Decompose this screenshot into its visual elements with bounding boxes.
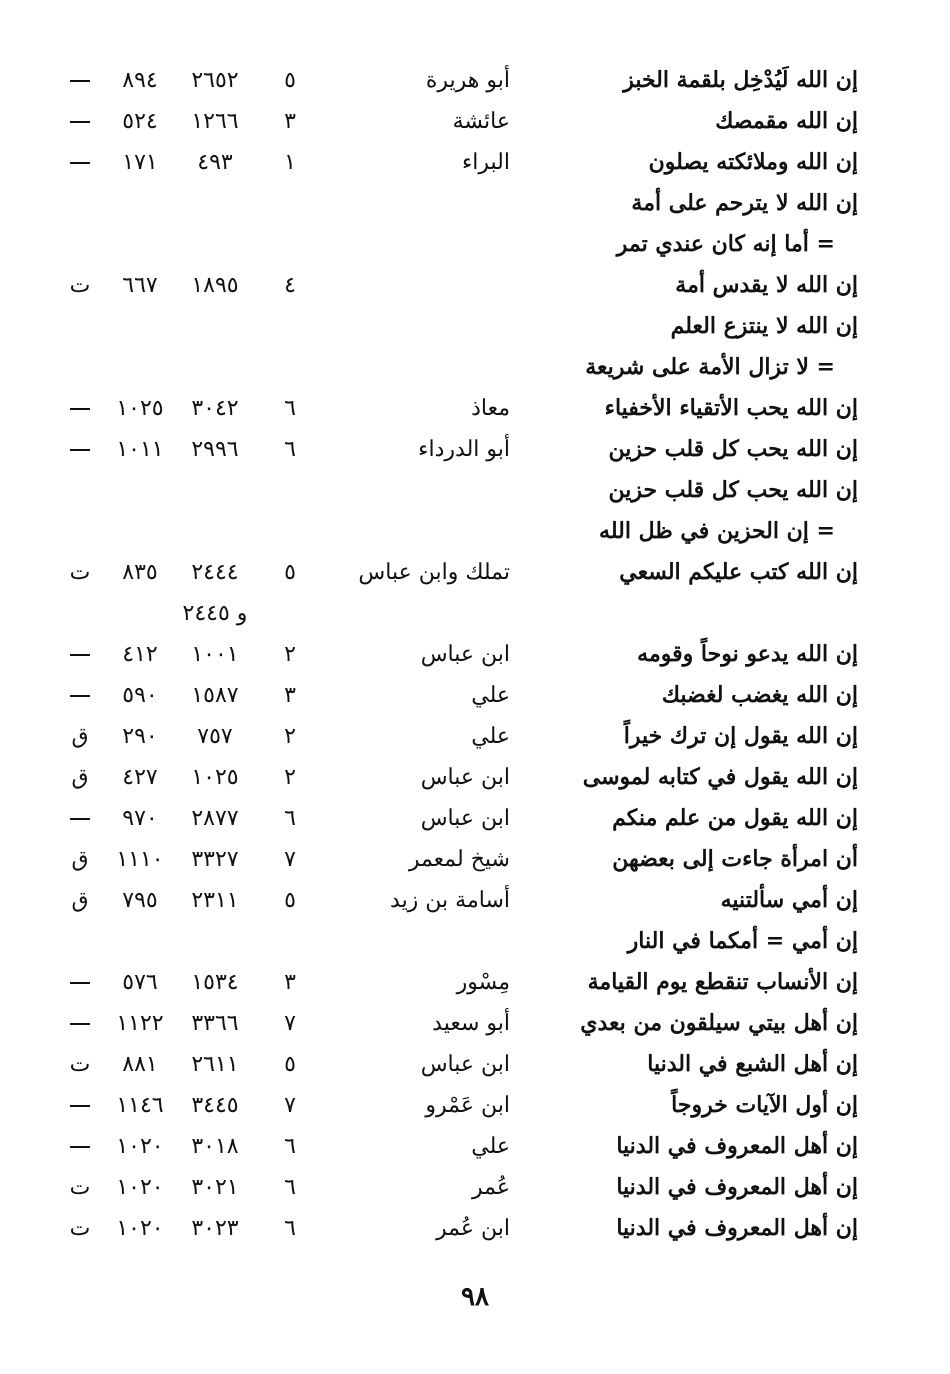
- hadith-number: ٣٤٤٥: [191, 1093, 239, 1118]
- index-row: [0, 470, 950, 511]
- hadith-number: ٢٩٩٦: [191, 437, 239, 462]
- index-row: [0, 675, 950, 716]
- index-row: [0, 306, 950, 347]
- page-reference: ١١١٠: [116, 847, 164, 872]
- index-row: [0, 798, 950, 839]
- hadith-text: = أما إنه كان عندي تمر: [616, 231, 835, 257]
- source-mark: [55, 101, 105, 142]
- narrator: تملك وابن عباس: [358, 560, 510, 585]
- source-mark: [55, 593, 105, 634]
- source-mark: [55, 60, 105, 101]
- volume-number: ٣: [284, 970, 296, 995]
- volume-number: [270, 511, 310, 552]
- hadith-number: ٢٦١١: [191, 1052, 239, 1077]
- hadith-text: إن أهل المعروف في الدنيا: [616, 1215, 858, 1241]
- hadith-number: ٣٠٢٣: [191, 1216, 239, 1241]
- page-reference: [105, 347, 175, 388]
- volume-number: ٧: [284, 1011, 296, 1036]
- source-mark-text: [55, 388, 105, 429]
- hadith-text: = لا تزال الأمة على شريعة: [585, 354, 835, 380]
- hadith-text: إن الله مقمصك: [715, 108, 858, 134]
- narrator: عُمر: [472, 1175, 510, 1200]
- volume-number: ٥: [284, 68, 296, 93]
- source-mark: [55, 962, 105, 1003]
- source-mark-text: [55, 142, 105, 183]
- volume-number: [270, 224, 310, 265]
- page-reference: ٥٧٦: [122, 970, 158, 995]
- index-row: [0, 347, 950, 388]
- narrator: معاذ: [471, 396, 510, 421]
- narrator: شيخ لمعمر: [408, 847, 510, 872]
- hadith-number: ٧٥٧: [197, 724, 233, 749]
- source-mark-text: [55, 1003, 105, 1044]
- volume-number: ٣: [284, 109, 296, 134]
- narrator: مِسْور: [456, 970, 510, 995]
- source-mark: ق: [71, 847, 89, 872]
- narrator: أبو هريرة: [425, 68, 510, 93]
- index-row: [0, 593, 950, 634]
- source-mark: [55, 306, 105, 347]
- page-reference: ٨٨١: [122, 1052, 158, 1077]
- hadith-text: إن أهل المعروف في الدنيا: [616, 1133, 858, 1159]
- hadith-text: إن الله يغضب لغضبك: [661, 682, 858, 708]
- source-mark: ق: [71, 765, 89, 790]
- hadith-text: إن الله لَيُدْخِل بلقمة الخبز: [623, 67, 858, 93]
- narrator: البراء: [461, 150, 510, 175]
- source-mark: [55, 798, 105, 839]
- source-mark-text: [55, 962, 105, 1003]
- page-reference: ٨٩٤: [122, 68, 158, 93]
- hadith-number: [180, 224, 250, 265]
- hadith-text: أن امرأة جاءت إلى بعضهن: [612, 846, 858, 872]
- hadith-text: إن الله لا يقدس أمة: [675, 272, 858, 298]
- hadith-text: إن أمي = أمكما في النار: [627, 928, 858, 954]
- index-row: [0, 429, 950, 470]
- volume-number: ٦: [284, 396, 296, 421]
- volume-number: ١: [284, 150, 296, 175]
- page-reference: ١٠٢٠: [116, 1216, 164, 1241]
- index-row: [0, 839, 950, 880]
- volume-number: ٦: [284, 437, 296, 462]
- index-row: [0, 511, 950, 552]
- index-row: [0, 183, 950, 224]
- page-reference: ٥٩٠: [122, 683, 158, 708]
- hadith-number: [180, 921, 250, 962]
- hadith-text: = إن الحزين في ظل الله: [599, 518, 835, 544]
- page-reference: ٩٧٠: [122, 806, 158, 831]
- page-reference: ٤٢٧: [122, 765, 158, 790]
- hadith-text: إن الله يقول في كتابه لموسى: [582, 764, 858, 790]
- narrator: ابن عباس: [420, 806, 510, 831]
- page-reference: ٥٢٤: [122, 109, 158, 134]
- index-row: [0, 142, 950, 183]
- page-reference: ٢٩٠: [122, 724, 158, 749]
- hadith-number: ١٠٢٥: [191, 765, 239, 790]
- hadith-number: [180, 511, 250, 552]
- volume-number: ٦: [284, 1134, 296, 1159]
- source-mark: [55, 388, 105, 429]
- hadith-text: إن أول الآيات خروجاً: [671, 1092, 858, 1118]
- index-row: [0, 880, 950, 921]
- source-mark-text: [55, 798, 105, 839]
- source-mark: [55, 470, 105, 511]
- source-mark: [55, 634, 105, 675]
- index-row: [0, 265, 950, 306]
- hadith-text: إن أهل بيتي سيلقون من بعدي: [580, 1010, 858, 1036]
- page-reference: ١١٤٦: [116, 1093, 164, 1118]
- volume-number: ٥: [284, 888, 296, 913]
- index-row: [0, 1044, 950, 1085]
- narrator: ابن عباس: [420, 765, 510, 790]
- hadith-number: [180, 183, 250, 224]
- hadith-text: إن الله وملائكته يصلون: [648, 149, 858, 175]
- narrator: عائشة: [452, 109, 510, 134]
- hadith-number: ٢٤٤٤: [191, 560, 239, 585]
- hadith-index-list: [0, 60, 950, 1249]
- hadith-number: ١٨٩٥: [191, 273, 239, 298]
- index-row: [0, 1126, 950, 1167]
- hadith-text: إن الله يدعو نوحاً وقومه: [637, 641, 858, 667]
- hadith-text: إن الله يحب الأتقياء الأخفياء: [604, 395, 858, 421]
- narrator: علي: [471, 1134, 510, 1159]
- volume-number: ٣: [284, 683, 296, 708]
- narrator: أسامة بن زيد: [390, 888, 510, 913]
- volume-number: ٢: [284, 724, 296, 749]
- volume-number: ٦: [284, 1175, 296, 1200]
- index-row: [0, 1085, 950, 1126]
- volume-number: ٧: [284, 847, 296, 872]
- index-row: [0, 634, 950, 675]
- hadith-number: ٣٠٢١: [191, 1175, 239, 1200]
- volume-number: ٦: [284, 1216, 296, 1241]
- hadith-text: إن الله لا يترحم على أمة: [631, 190, 858, 216]
- hadith-text: إن الله يقول من علم منكم: [612, 805, 858, 831]
- hadith-number: ٢٣١١: [191, 888, 239, 913]
- page-reference: ١٠٢٥: [116, 396, 164, 421]
- index-row: [0, 921, 950, 962]
- hadith-number: [180, 306, 250, 347]
- hadith-number: ١٥٨٧: [191, 683, 239, 708]
- volume-number: [270, 306, 310, 347]
- page-reference: ١١٢٢: [116, 1011, 164, 1036]
- index-row: [0, 388, 950, 429]
- page-reference: ١٠٢٠: [116, 1175, 164, 1200]
- source-mark: ت: [69, 273, 91, 298]
- source-mark: [55, 1085, 105, 1126]
- source-mark: ق: [71, 888, 89, 913]
- source-mark: [55, 224, 105, 265]
- volume-number: [270, 593, 310, 634]
- index-row: [0, 101, 950, 142]
- page-reference: ١٠٢٠: [116, 1134, 164, 1159]
- source-mark-text: [55, 101, 105, 142]
- page-reference: ٨٣٥: [122, 560, 158, 585]
- volume-number: ٥: [284, 1052, 296, 1077]
- source-mark: [55, 1003, 105, 1044]
- hadith-number: ١٠٠١: [191, 642, 239, 667]
- source-mark: ت: [69, 560, 91, 585]
- index-row: [0, 224, 950, 265]
- page-reference: ٤١٢: [122, 642, 158, 667]
- source-mark-text: [55, 634, 105, 675]
- hadith-text: إن الله يحب كل قلب حزين: [608, 436, 858, 462]
- source-mark: ت: [69, 1216, 91, 1241]
- page-reference: ١٠١١: [116, 437, 164, 462]
- narrator: علي: [471, 724, 510, 749]
- page-number: ٩٨: [461, 1282, 489, 1312]
- page-reference: [105, 224, 175, 265]
- hadith-text: إن الأنساب تنقطع يوم القيامة: [587, 969, 858, 995]
- hadith-number: ٣٠١٨: [191, 1134, 239, 1159]
- narrator: ابن عباس: [420, 642, 510, 667]
- volume-number: [270, 183, 310, 224]
- source-mark: ق: [71, 724, 89, 749]
- page-reference: ١٧١: [122, 150, 158, 175]
- page-reference: [105, 183, 175, 224]
- page-reference: [105, 593, 175, 634]
- source-mark-text: [55, 1085, 105, 1126]
- index-row: [0, 1208, 950, 1249]
- source-mark: [55, 183, 105, 224]
- index-row: [0, 552, 950, 593]
- narrator: ابن عباس: [420, 1052, 510, 1077]
- hadith-number: و ٢٤٤٥: [182, 601, 248, 626]
- hadith-number: ٣٣٢٧: [191, 847, 239, 872]
- volume-number: [270, 347, 310, 388]
- source-mark: [55, 142, 105, 183]
- index-row: [0, 1167, 950, 1208]
- volume-number: ٢: [284, 765, 296, 790]
- narrator: علي: [471, 683, 510, 708]
- volume-number: ٢: [284, 642, 296, 667]
- volume-number: [270, 470, 310, 511]
- index-row: [0, 60, 950, 101]
- source-mark-text: [55, 60, 105, 101]
- source-mark: [55, 1126, 105, 1167]
- hadith-number: [180, 347, 250, 388]
- hadith-text: إن أهل المعروف في الدنيا: [616, 1174, 858, 1200]
- hadith-number: ١٥٣٤: [191, 970, 239, 995]
- source-mark: [55, 347, 105, 388]
- source-mark: [55, 429, 105, 470]
- source-mark-text: [55, 675, 105, 716]
- hadith-number: ٢٨٧٧: [191, 806, 239, 831]
- source-mark: [55, 511, 105, 552]
- page-reference: [105, 511, 175, 552]
- source-mark-text: [55, 1126, 105, 1167]
- page-reference: ٧٩٥: [122, 888, 158, 913]
- page-reference: [105, 470, 175, 511]
- volume-number: [270, 921, 310, 962]
- volume-number: ٥: [284, 560, 296, 585]
- hadith-text: إن الله لا ينتزع العلم: [670, 313, 858, 339]
- hadith-number: ١٢٦٦: [191, 109, 239, 134]
- index-row: [0, 1003, 950, 1044]
- volume-number: ٧: [284, 1093, 296, 1118]
- index-row: [0, 716, 950, 757]
- index-row: [0, 962, 950, 1003]
- page-reference: ٦٦٧: [122, 273, 158, 298]
- narrator: ابن عَمْرو: [425, 1093, 510, 1118]
- source-mark-text: [55, 429, 105, 470]
- page-reference: [105, 306, 175, 347]
- hadith-text: إن الله يقول إن ترك خيراً: [623, 723, 858, 749]
- narrator: أبو الدرداء: [418, 437, 510, 462]
- source-mark: [55, 675, 105, 716]
- hadith-text: إن الله كتب عليكم السعي: [619, 559, 858, 585]
- volume-number: ٦: [284, 806, 296, 831]
- hadith-text: إن الله يحب كل قلب حزين: [608, 477, 858, 503]
- hadith-text: إن أهل الشبع في الدنيا: [647, 1051, 858, 1077]
- hadith-number: ٢٦٥٢: [191, 68, 239, 93]
- narrator: أبو سعيد: [432, 1011, 510, 1036]
- volume-number: ٤: [284, 273, 296, 298]
- source-mark: [55, 921, 105, 962]
- hadith-number: ٣٣٦٦: [191, 1011, 239, 1036]
- source-mark: ت: [69, 1052, 91, 1077]
- page-reference: [105, 921, 175, 962]
- hadith-number: ٤٩٣: [197, 150, 233, 175]
- hadith-number: [180, 470, 250, 511]
- hadith-text: إن أمي سألتنيه: [720, 887, 858, 913]
- hadith-number: ٣٠٤٢: [191, 396, 239, 421]
- index-row: [0, 757, 950, 798]
- source-mark: ت: [69, 1175, 91, 1200]
- narrator: ابن عُمر: [436, 1216, 510, 1241]
